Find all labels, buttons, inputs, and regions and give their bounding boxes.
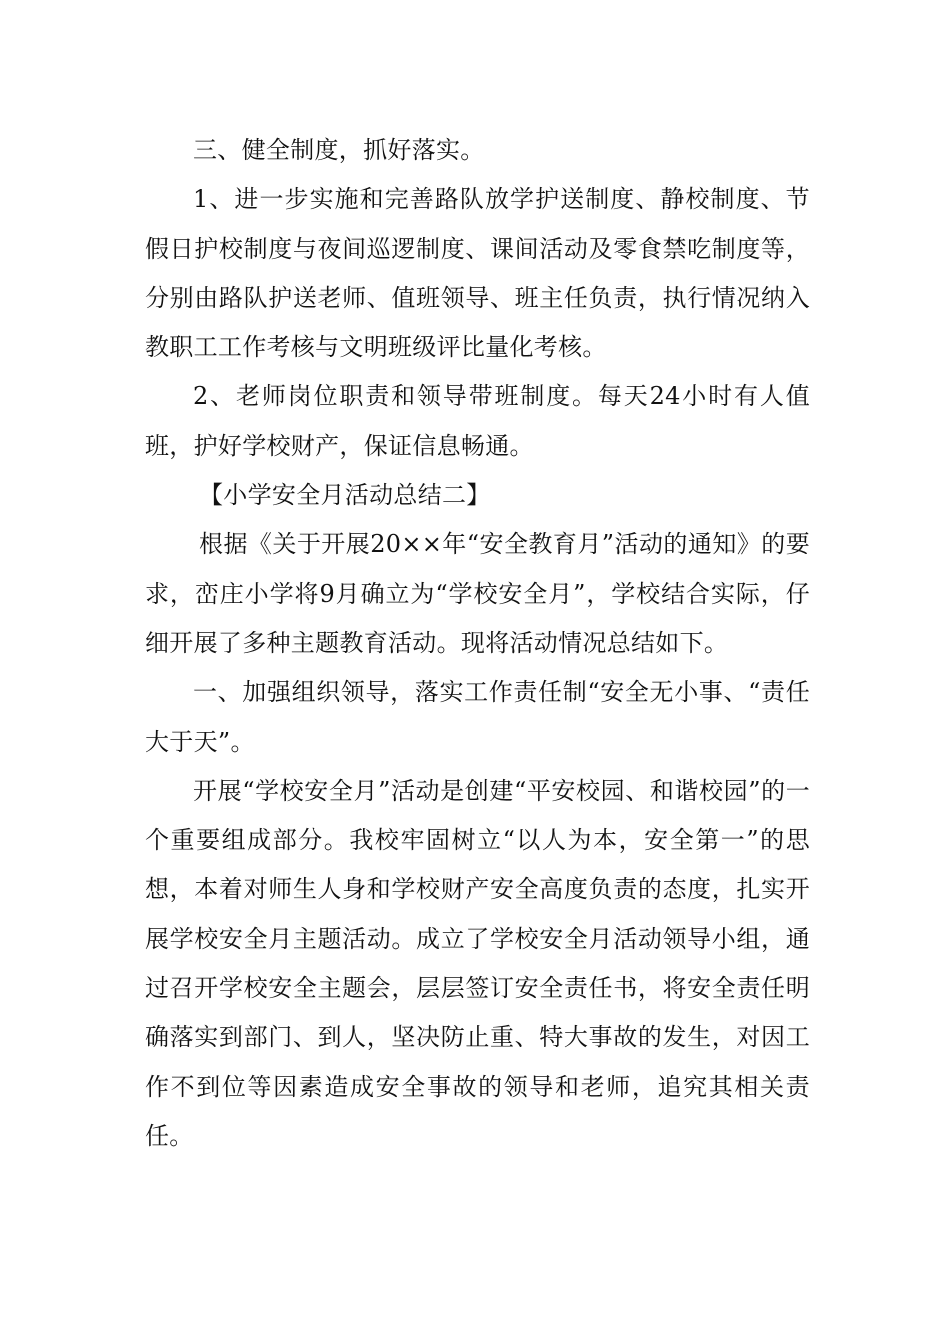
paragraph-item-2: 2、老师岗位职责和领导带班制度。每天24小时有人值班，护好学校财产，保证信息畅通。 [145,382,810,460]
paragraph-item-1: 1、进一步实施和完善路队放学护送制度、静校制度、节假日护校制度与夜间巡逻制度、课间活动及零食禁吃制度等，分别由路队护送老师、值班领导、班主任负责，执行情况纳入教职工工作考核与文明班级评比量化考核。 [145,185,810,362]
paragraph-body: 开展“学校安全月”活动是创建“平安校园、和谐校园”的一个重要组成部分。我校牢固树立“以人为本，安全第一”的思想，本着对师生人身和学校财产安全高度负责的态度，扎实开展学校安全月主题活动。成立了学校安全月活动领导小组，通过召开学校安全主题会，层层签订安全责任书，将安全责任明确落实到部门、到人，坚决防止重、特大事故的发生，对因工作不到位等因素造成安全事故的领导和老师，追究其相关责任。 [145,776,810,1150]
section-heading-1: 一、加强组织领导，落实工作责任制“安全无小事、“责任大于天”。 [145,678,810,756]
document-body [145,126,810,1161]
summary-two-title: 【小学安全月活动总结二】 [199,481,491,510]
paragraph-intro: 根据《关于开展20××年“安全教育月”活动的通知》的要求，峦庄小学将9月确立为“学校安全月”，学校结合实际，仔细开展了多种主题教育活动。现将活动情况总结如下。 [145,530,810,657]
section-heading-3: 三、健全制度，抓好落实。 [193,136,485,164]
